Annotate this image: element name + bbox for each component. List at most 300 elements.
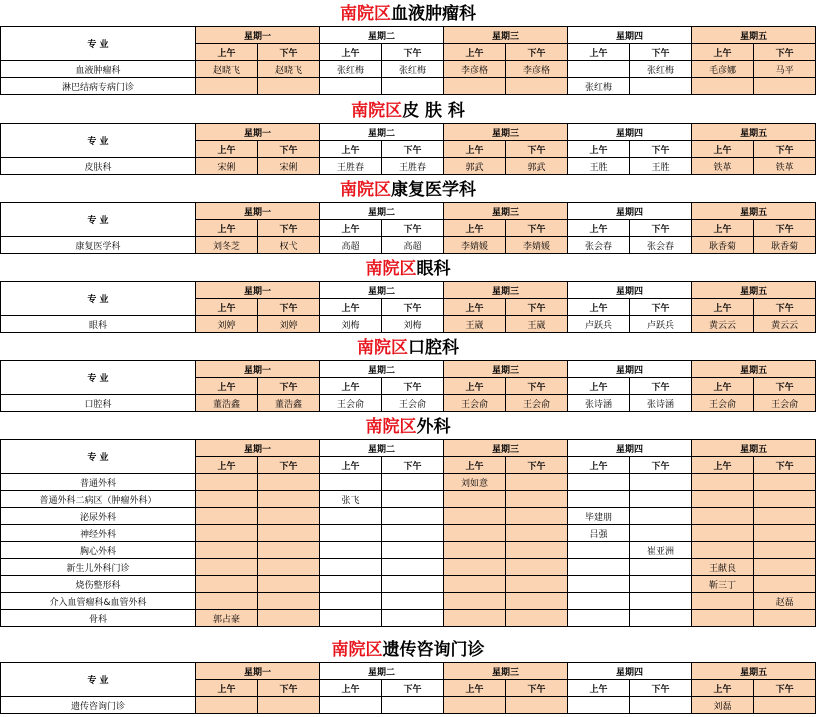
department-name: 淋巴结病专病门诊	[1, 78, 196, 95]
specialty-header: 专 业	[1, 361, 196, 395]
weekday-header: 星期一	[196, 282, 320, 299]
section-title-text: 口腔科	[408, 338, 459, 358]
doctor-cell	[258, 474, 320, 491]
doctor-cell	[320, 576, 382, 593]
weekday-header: 星期三	[444, 203, 568, 220]
section-title-text: 外科	[416, 417, 451, 437]
table-row	[1, 697, 816, 714]
doctor-cell	[630, 697, 692, 714]
doctor-cell: 王会俞	[444, 395, 506, 412]
department-name: 遗传咨询门诊	[1, 697, 196, 714]
doctor-cell	[754, 576, 816, 593]
am-header: 上午	[568, 220, 630, 237]
specialty-header: 专 业	[1, 282, 196, 316]
doctor-cell: 毕建朋	[568, 508, 630, 525]
doctor-cell: 张红梅	[320, 61, 382, 78]
am-header: 上午	[444, 378, 506, 395]
doctor-cell: 刘梅	[320, 316, 382, 333]
doctor-cell	[196, 593, 258, 610]
pm-header: 下午	[258, 457, 320, 474]
pm-header: 下午	[382, 378, 444, 395]
doctor-cell: 高超	[320, 237, 382, 254]
weekday-header: 星期三	[444, 663, 568, 680]
doctor-cell: 张红梅	[630, 61, 692, 78]
pm-header: 下午	[630, 378, 692, 395]
doctor-cell	[630, 508, 692, 525]
doctor-cell: 吕强	[568, 525, 630, 542]
doctor-cell: 黄云云	[692, 316, 754, 333]
doctor-cell: 王胜	[630, 158, 692, 175]
doctor-cell: 卢跃兵	[630, 316, 692, 333]
doctor-cell	[444, 525, 506, 542]
weekday-header: 星期四	[568, 440, 692, 457]
am-header: 上午	[444, 141, 506, 158]
doctor-cell: 刘婷	[258, 316, 320, 333]
doctor-cell	[196, 525, 258, 542]
doctor-cell: 王胜春	[320, 158, 382, 175]
am-header: 上午	[568, 44, 630, 61]
am-header: 上午	[568, 378, 630, 395]
doctor-cell	[568, 474, 630, 491]
doctor-cell: 刘婷	[196, 316, 258, 333]
pm-header: 下午	[630, 299, 692, 316]
doctor-cell: 卢跃兵	[568, 316, 630, 333]
doctor-cell	[258, 697, 320, 714]
doctor-cell	[382, 593, 444, 610]
am-header: 上午	[568, 299, 630, 316]
doctor-cell: 王崴	[444, 316, 506, 333]
doctor-cell: 马平	[754, 61, 816, 78]
pm-header: 下午	[258, 220, 320, 237]
section-title-prefix: 南院区	[331, 640, 383, 660]
doctor-cell: 黄云云	[754, 316, 816, 333]
doctor-cell	[506, 697, 568, 714]
section-title	[0, 178, 816, 202]
pm-header: 下午	[754, 220, 816, 237]
weekday-header: 星期三	[444, 282, 568, 299]
doctor-cell	[692, 474, 754, 491]
am-header: 上午	[444, 457, 506, 474]
weekday-header: 星期三	[444, 361, 568, 378]
specialty-header: 专 业	[1, 27, 196, 61]
weekday-header: 星期一	[196, 203, 320, 220]
section-title-prefix: 南院区	[365, 417, 417, 437]
section-4	[0, 336, 816, 412]
pm-header: 下午	[506, 680, 568, 697]
doctor-cell	[754, 508, 816, 525]
doctor-cell: 张诗涵	[630, 395, 692, 412]
weekday-header: 星期五	[692, 440, 816, 457]
am-header: 上午	[568, 457, 630, 474]
doctor-cell: 郭武	[506, 158, 568, 175]
pm-header: 下午	[258, 680, 320, 697]
weekday-header: 星期五	[692, 124, 816, 141]
doctor-cell	[382, 508, 444, 525]
weekday-header: 星期三	[444, 124, 568, 141]
doctor-cell	[196, 697, 258, 714]
pm-header: 下午	[630, 457, 692, 474]
doctor-cell	[506, 542, 568, 559]
section-title	[0, 336, 816, 360]
doctor-cell: 张红梅	[568, 78, 630, 95]
section-title-prefix: 南院区	[340, 4, 391, 24]
doctor-cell	[320, 508, 382, 525]
section-title-prefix: 南院区	[340, 180, 391, 200]
table-row	[1, 237, 816, 254]
doctor-cell: 王会俞	[754, 395, 816, 412]
doctor-cell: 赵晓飞	[258, 61, 320, 78]
pm-header: 下午	[506, 44, 568, 61]
doctor-cell: 王胜春	[382, 158, 444, 175]
section-title-prefix: 南院区	[365, 259, 417, 279]
doctor-cell	[506, 525, 568, 542]
doctor-cell	[692, 610, 754, 627]
department-name: 血液肿瘤科	[1, 61, 196, 78]
pm-header: 下午	[754, 378, 816, 395]
section-title	[0, 415, 816, 439]
department-name: 介入血管瘤科&血管外科	[1, 593, 196, 610]
am-header: 上午	[320, 378, 382, 395]
section-title	[0, 257, 816, 281]
doctor-cell	[754, 697, 816, 714]
schedule-table	[0, 123, 816, 175]
doctor-cell	[630, 525, 692, 542]
pm-header: 下午	[258, 378, 320, 395]
department-name: 胸心外科	[1, 542, 196, 559]
table-row	[1, 576, 816, 593]
doctor-cell	[196, 559, 258, 576]
doctor-cell: 张会春	[630, 237, 692, 254]
am-header: 上午	[692, 378, 754, 395]
table-row	[1, 542, 816, 559]
doctor-cell	[196, 576, 258, 593]
weekday-header: 星期一	[196, 440, 320, 457]
department-name: 烧伤整形科	[1, 576, 196, 593]
doctor-cell: 宋俐	[196, 158, 258, 175]
doctor-cell	[258, 542, 320, 559]
doctor-cell	[630, 593, 692, 610]
weekday-header: 星期二	[320, 27, 444, 44]
doctor-cell: 李彦格	[506, 61, 568, 78]
doctor-cell: 刘磊	[692, 697, 754, 714]
doctor-cell	[754, 78, 816, 95]
doctor-cell	[506, 593, 568, 610]
weekday-header: 星期五	[692, 361, 816, 378]
doctor-cell: 崔亚洲	[630, 542, 692, 559]
pm-header: 下午	[506, 378, 568, 395]
doctor-cell	[196, 474, 258, 491]
section-title-text: 皮 肤 科	[402, 101, 465, 121]
doctor-cell	[382, 78, 444, 95]
am-header: 上午	[196, 680, 258, 697]
doctor-cell: 刘梅	[382, 316, 444, 333]
section-title-text: 血液肿瘤科	[391, 4, 476, 24]
doctor-cell	[568, 542, 630, 559]
section-3	[0, 257, 816, 333]
am-header: 上午	[320, 44, 382, 61]
weekday-header: 星期二	[320, 124, 444, 141]
doctor-cell	[258, 525, 320, 542]
doctor-cell	[568, 697, 630, 714]
doctor-cell	[320, 78, 382, 95]
department-name: 新生儿外科门诊	[1, 559, 196, 576]
doctor-cell	[506, 559, 568, 576]
table-row	[1, 474, 816, 491]
section-title	[0, 2, 816, 26]
weekday-header: 星期五	[692, 203, 816, 220]
doctor-cell	[320, 697, 382, 714]
am-header: 上午	[568, 141, 630, 158]
weekday-header: 星期五	[692, 663, 816, 680]
doctor-cell	[630, 610, 692, 627]
am-header: 上午	[444, 220, 506, 237]
doctor-cell	[382, 576, 444, 593]
doctor-cell	[692, 491, 754, 508]
schedule-table	[0, 360, 816, 412]
doctor-cell	[320, 593, 382, 610]
pm-header: 下午	[382, 220, 444, 237]
doctor-cell	[692, 525, 754, 542]
doctor-cell	[196, 78, 258, 95]
pm-header: 下午	[382, 457, 444, 474]
am-header: 上午	[196, 44, 258, 61]
am-header: 上午	[692, 44, 754, 61]
am-header: 上午	[196, 457, 258, 474]
am-header: 上午	[320, 299, 382, 316]
doctor-cell	[196, 491, 258, 508]
doctor-cell: 刘如意	[444, 474, 506, 491]
doctor-cell: 权弋	[258, 237, 320, 254]
doctor-cell	[630, 474, 692, 491]
pm-header: 下午	[258, 299, 320, 316]
doctor-cell	[630, 576, 692, 593]
weekday-header: 星期三	[444, 440, 568, 457]
table-row	[1, 61, 816, 78]
am-header: 上午	[692, 457, 754, 474]
weekday-header: 星期二	[320, 440, 444, 457]
doctor-cell: 王崴	[506, 316, 568, 333]
department-name: 皮肤科	[1, 158, 196, 175]
table-row	[1, 593, 816, 610]
pm-header: 下午	[630, 141, 692, 158]
doctor-cell	[754, 491, 816, 508]
pm-header: 下午	[630, 680, 692, 697]
am-header: 上午	[692, 141, 754, 158]
section-title-text: 遗传咨询门诊	[382, 640, 485, 660]
pm-header: 下午	[506, 299, 568, 316]
weekday-header: 星期四	[568, 361, 692, 378]
weekday-header: 星期三	[444, 27, 568, 44]
doctor-cell	[568, 576, 630, 593]
doctor-cell	[444, 78, 506, 95]
table-row	[1, 78, 816, 95]
table-row	[1, 508, 816, 525]
doctor-cell: 耿香菊	[692, 237, 754, 254]
doctor-cell	[506, 474, 568, 491]
section-title	[0, 99, 816, 123]
section-title	[0, 638, 816, 662]
am-header: 上午	[444, 44, 506, 61]
doctor-cell	[444, 576, 506, 593]
doctor-cell	[382, 542, 444, 559]
table-row	[1, 491, 816, 508]
weekday-header: 星期一	[196, 361, 320, 378]
department-name: 普通外科	[1, 474, 196, 491]
pm-header: 下午	[506, 457, 568, 474]
doctor-cell: 耿香菊	[754, 237, 816, 254]
doctor-cell: 王会俞	[320, 395, 382, 412]
doctor-cell: 张红梅	[382, 61, 444, 78]
doctor-cell: 董浩鑫	[258, 395, 320, 412]
weekday-header: 星期四	[568, 203, 692, 220]
doctor-cell	[754, 525, 816, 542]
pm-header: 下午	[630, 44, 692, 61]
doctor-cell: 王胜	[568, 158, 630, 175]
department-name: 口腔科	[1, 395, 196, 412]
schedule-table	[0, 26, 816, 95]
doctor-cell: 王会俞	[506, 395, 568, 412]
weekday-header: 星期五	[692, 282, 816, 299]
weekday-header: 星期二	[320, 663, 444, 680]
weekday-header: 星期二	[320, 282, 444, 299]
doctor-cell	[258, 610, 320, 627]
department-name: 眼科	[1, 316, 196, 333]
doctor-cell	[568, 593, 630, 610]
am-header: 上午	[444, 299, 506, 316]
weekday-header: 星期五	[692, 27, 816, 44]
pm-header: 下午	[382, 299, 444, 316]
am-header: 上午	[320, 457, 382, 474]
pm-header: 下午	[382, 44, 444, 61]
doctor-cell: 王会俞	[382, 395, 444, 412]
pm-header: 下午	[754, 680, 816, 697]
section-5	[0, 415, 816, 627]
pm-header: 下午	[754, 141, 816, 158]
table-row	[1, 395, 816, 412]
doctor-cell	[506, 78, 568, 95]
weekday-header: 星期一	[196, 27, 320, 44]
specialty-header: 专 业	[1, 203, 196, 237]
doctor-cell	[692, 593, 754, 610]
doctor-cell	[444, 559, 506, 576]
doctor-cell	[320, 542, 382, 559]
table-row	[1, 610, 816, 627]
weekday-header: 星期四	[568, 124, 692, 141]
doctor-cell: 靳三丁	[692, 576, 754, 593]
doctor-cell	[382, 491, 444, 508]
schedule-table	[0, 281, 816, 333]
doctor-cell: 赵磊	[754, 593, 816, 610]
pm-header: 下午	[258, 44, 320, 61]
am-header: 上午	[196, 378, 258, 395]
doctor-cell	[692, 508, 754, 525]
pm-header: 下午	[382, 141, 444, 158]
doctor-cell: 张诗涵	[568, 395, 630, 412]
doctor-cell	[258, 559, 320, 576]
doctor-cell	[630, 559, 692, 576]
section-title-text: 康复医学科	[391, 180, 476, 200]
schedule-table	[0, 662, 816, 714]
doctor-cell	[258, 593, 320, 610]
doctor-cell	[444, 697, 506, 714]
table-row	[1, 158, 816, 175]
table-row	[1, 316, 816, 333]
doctor-cell: 郭占豪	[196, 610, 258, 627]
doctor-cell	[630, 491, 692, 508]
doctor-cell	[506, 508, 568, 525]
pm-header: 下午	[506, 141, 568, 158]
doctor-cell: 赵晓飞	[196, 61, 258, 78]
doctor-cell: 刘冬芝	[196, 237, 258, 254]
doctor-cell	[382, 559, 444, 576]
doctor-cell	[506, 576, 568, 593]
doctor-cell	[258, 508, 320, 525]
section-title-text: 眼科	[416, 259, 451, 279]
weekday-header: 星期四	[568, 282, 692, 299]
doctor-cell: 王献良	[692, 559, 754, 576]
doctor-cell	[196, 508, 258, 525]
doctor-cell: 张飞	[320, 491, 382, 508]
department-name: 康复医学科	[1, 237, 196, 254]
weekday-header: 星期二	[320, 361, 444, 378]
doctor-cell	[754, 474, 816, 491]
weekday-header: 星期四	[568, 663, 692, 680]
section-title-prefix: 南院区	[351, 101, 403, 121]
am-header: 上午	[320, 680, 382, 697]
pm-header: 下午	[382, 680, 444, 697]
doctor-cell	[630, 78, 692, 95]
doctor-cell: 铁革	[692, 158, 754, 175]
doctor-cell: 王会俞	[692, 395, 754, 412]
am-header: 上午	[692, 220, 754, 237]
schedule-table	[0, 439, 816, 627]
am-header: 上午	[444, 680, 506, 697]
doctor-cell	[320, 474, 382, 491]
doctor-cell: 毛彦娜	[692, 61, 754, 78]
pm-header: 下午	[506, 220, 568, 237]
doctor-cell	[258, 491, 320, 508]
am-header: 上午	[320, 220, 382, 237]
doctor-cell	[382, 610, 444, 627]
pm-header: 下午	[754, 457, 816, 474]
table-row	[1, 559, 816, 576]
doctor-cell	[382, 474, 444, 491]
doctor-cell	[444, 491, 506, 508]
am-header: 上午	[692, 299, 754, 316]
am-header: 上午	[196, 299, 258, 316]
doctor-cell	[506, 610, 568, 627]
doctor-cell	[258, 78, 320, 95]
doctor-cell	[444, 508, 506, 525]
doctor-cell: 董浩鑫	[196, 395, 258, 412]
doctor-cell: 郭武	[444, 158, 506, 175]
doctor-cell	[568, 491, 630, 508]
doctor-cell	[754, 559, 816, 576]
doctor-cell: 张会春	[568, 237, 630, 254]
table-row	[1, 525, 816, 542]
doctor-cell	[196, 542, 258, 559]
doctor-cell: 李婧媛	[506, 237, 568, 254]
specialty-header: 专 业	[1, 663, 196, 697]
pm-header: 下午	[630, 220, 692, 237]
specialty-header: 专 业	[1, 124, 196, 158]
doctor-cell	[382, 525, 444, 542]
doctor-cell	[754, 610, 816, 627]
department-name: 普通外科二病区（肿瘤外科）	[1, 491, 196, 508]
doctor-cell	[568, 559, 630, 576]
am-header: 上午	[692, 680, 754, 697]
doctor-cell: 铁革	[754, 158, 816, 175]
